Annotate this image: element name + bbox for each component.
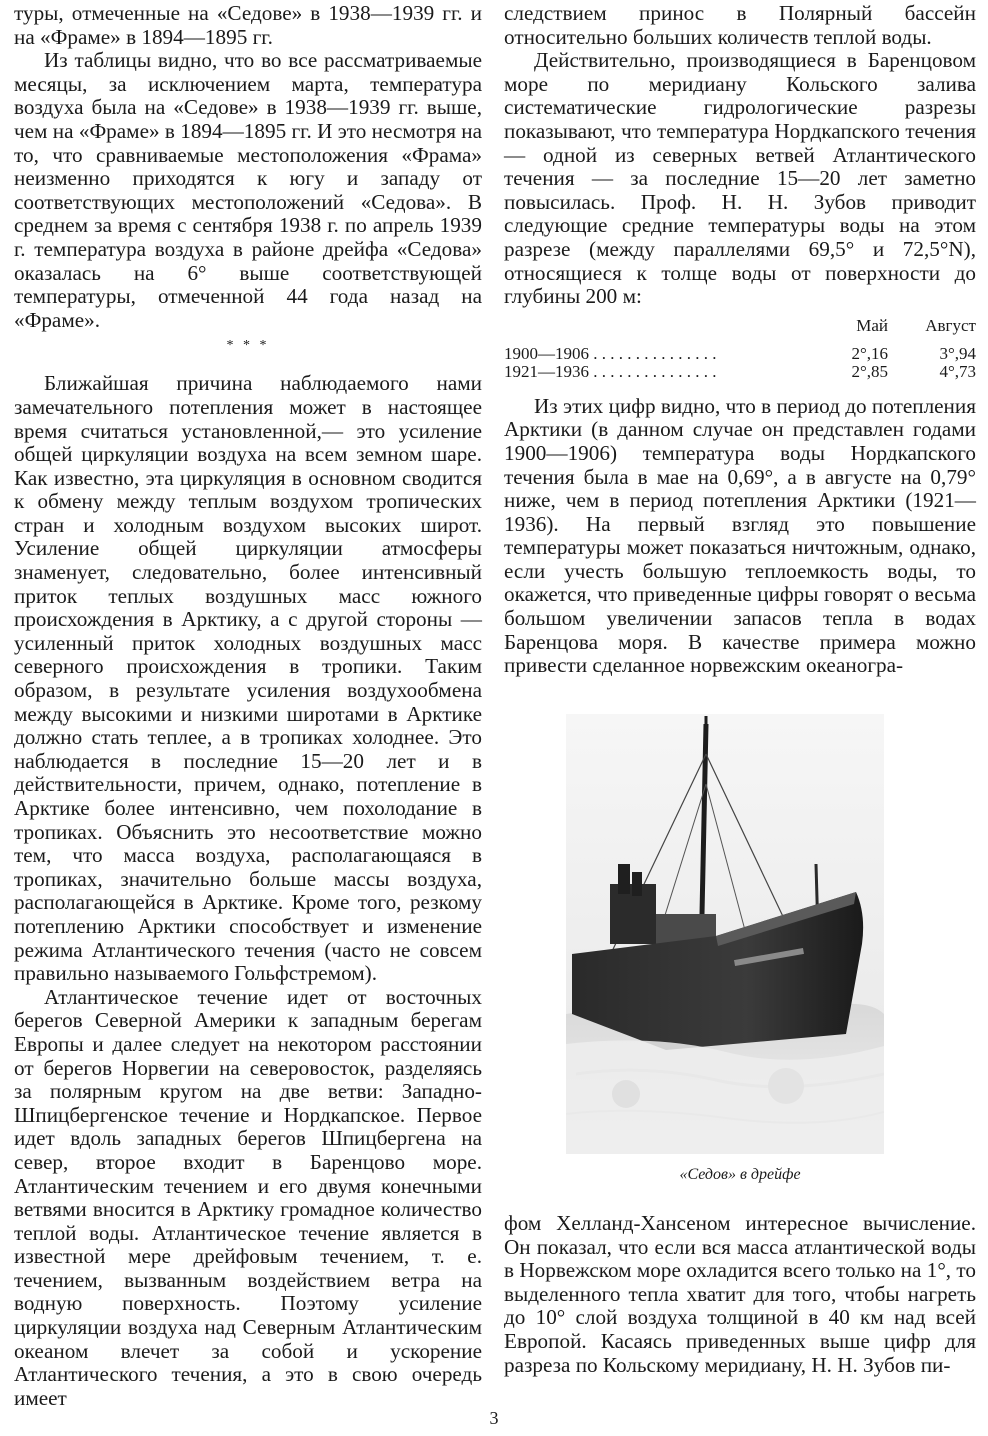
photo-caption: «Седов» в дрейфе (679, 1166, 801, 1183)
section-separator (14, 338, 482, 354)
spacer (504, 381, 976, 395)
paragraph-continuation-right: следствием принос в Полярный бассейн относительно больших количеств теплой воды. (504, 1, 976, 49)
ship-illustration (566, 714, 884, 1154)
table-row (504, 345, 976, 363)
table-row (504, 363, 976, 381)
paragraph-atlantic-current: Атлантическое течение идет от восточных берегов Северной Америки к западным берегам Европы и далее следует на некотором расстоянии от берегов Норвегии на северовосток, разделяясь за полярным кругом на две ветви: Западно-Шпицбергенское течение и Нордкапское. Первое идет вдоль западных берегов Шпицбергена на север, второе входит в Баренцово море. Атлантическим течением и его двумя конечными ветвями вносится в Арктику громадное количество теплой воды. Атлантическое течение является в известной мере дрейфовым течением, т. е. течением, вызванным воздействием ветра на водную поверхность. Поэтому усиление циркуляции воздуха над Северным Атлантическим океаном влечет за собой и ускорение Атлантического течения, а это в свою очередь имеет (14, 984, 482, 1410)
page-number: 3 (489, 1408, 499, 1428)
table-cell-period: 1900—1906 . . . . . . . . . . . . . . . (504, 344, 717, 363)
paragraph-helland-hansen: фом Хелланд-Хансеном интересное вычисление. Он показал, что если вся масса атлантической воды в Норвежском море охладится всего только на 1°, то выделенного тепла хватит для того, чтобы нагреть до 10° слой воздуха толщиной в 40 км над всей Европой. Касаясь приведенных выше цифр для разреза по Кольскому меридиану, Н. Н. Зубов пи- (504, 1211, 976, 1377)
water-temperature-table (504, 317, 976, 381)
paragraph-table-comparison: Из таблицы видно, что во все рассматриваемые месяцы, за исключением марта, температура воздуха была на «Седове» в 1938—1939 гг. выше, чем на «Фраме» в 1894—1895 гг. И это несмотря на то, что сравниваемые местоположения «Фрама» неизменно приходятся к югу и западу от соответствующих местоположений «Седова». В среднем за время с сентября 1938 г. по апрель 1939 г. температура воздуха в районе дрейфа «Седова» оказалась на 6° выше соответствующей температуры, отмеченной 44 года назад на «Фраме». (14, 48, 482, 332)
table-cell-august: 3°,94 (939, 343, 976, 363)
paragraph-hydrological-sections: Действительно, производящиеся в Баренцовом море по меридиану Кольского залива систематические гидрологические разрезы показывают, что температура Нордкапского течения — одной из северных ветвей Атлантического течения — за последние 15—20 лет заметно повысилась. Проф. Н. Н. Зубов приводит следующие средние температуры воды на этом разрезе (между параллелями 69,5° и 72,5°N), относящиеся к толще воды от поверхности до глубины 200 м: (504, 48, 976, 309)
table-header-row (504, 317, 976, 335)
table-cell-may: 2°,16 (851, 343, 888, 363)
column-header-may: Май (856, 315, 888, 335)
right-column (504, 2, 976, 678)
left-column (14, 2, 482, 1410)
separator-asterisks: * * * (226, 338, 270, 354)
paragraph-circulation-cause: Ближайшая причина наблюдаемого нами замечательного потепления может в настоящее время считаться установленной,— это усиление общей циркуляции воздуха на всем земном шаре. Как известно, эта циркуляция в основном сводится к обмену между теплым воздухом тропических стран и холодным воздухом высоких широт. Усиление общей циркуляции атмосферы знаменует, следовательно, более интенсивный приток теплых воздушных масс южного происхождения в Арктику, а с другой стороны — усиленный приток холодных воздушных масс северного происхождения в тропики. Таким образом, в результате усиления воздухообмена между высокими и низкими широтами в Арктике должно стать теплее, а в тропиках холоднее. Это наблюдается в последние 15—20 лет и в действительности, причем, однако, потепление в Арктике более интенсивно, чем похолодание в тропиках. Объяснить это несоответствие можно тем, что масса воздуха, располагающаяся в тропиках, значительно больше массы воздуха, располагающейся в Арктике. Кроме того, резкому потеплению Арктики способствует и изменение режима Атлантического течения (часто не совсем правильно называемого Гольфстремом). (14, 371, 482, 986)
table-cell-may: 2°,85 (851, 361, 888, 381)
ship-photo-sedov (566, 714, 884, 1154)
table-cell-period: 1921—1936 . . . . . . . . . . . . . . . (504, 362, 717, 381)
paragraph-temperature-analysis: Из этих цифр видно, что в период до потепления Арктики (в данном случае он представлен годами 1900—1906) температура воды Нордкапского течения была в мае на 0,69°, а в августе на 0,79° ниже, чем в период потепления Арктики (1921—1936). На первый взгляд это повышение температуры может показаться ничтожным, однако, если учесть большую теплоемкость воды, то окажется, что приведенные цифры говорят о весьма большом увеличении запасов тепла в водах Баренцова моря. В качестве примера можно привести сделанное норвежским океаногра- (504, 393, 976, 678)
column-header-august: Август (925, 315, 976, 335)
right-column-bottom (504, 1212, 976, 1377)
table-cell-august: 4°,73 (939, 361, 976, 381)
paragraph-continuation: туры, отмеченные на «Седове» в 1938—1939 гг. и на «Фраме» в 1894—1895 гг. (14, 1, 482, 49)
